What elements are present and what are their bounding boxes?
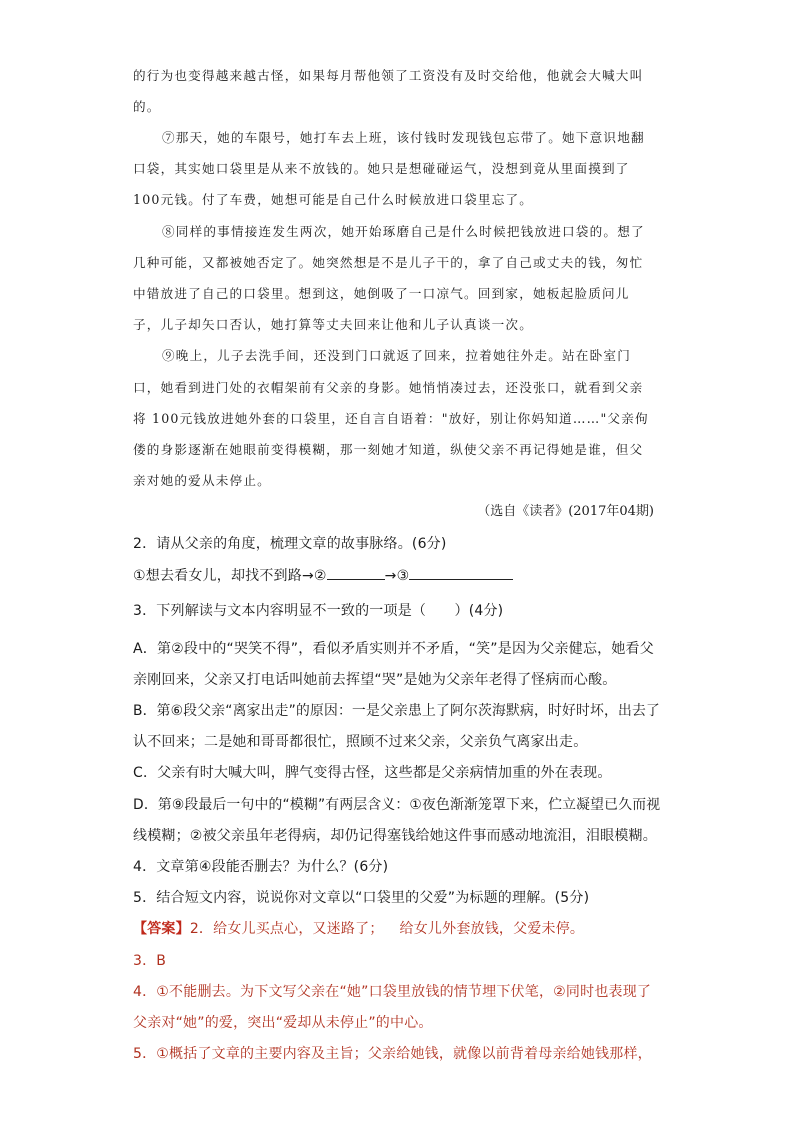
story-line-2: 的。 bbox=[133, 99, 161, 114]
answer-4-line-2: 父亲对“她”的爱，突出“爱却从未停止”的中心。 bbox=[133, 1015, 433, 1031]
answer-2 bbox=[133, 919, 584, 939]
question-3-option-a-line-2: 亲刚回来，父亲又打电话叫她前去挥望“哭”是她为父亲年老得了怪病而心酸。 bbox=[133, 672, 617, 688]
answer-5-line-1: 5．①概括了文章的主要内容及主旨；父亲给她钱，就像以前背着母亲给她钱那样， bbox=[133, 1046, 652, 1062]
story-paragraph-9-line-1: ⑨晚上，儿子去洗手间，还没到门口就返了回来，拉着她往外走。站在卧室门 bbox=[162, 348, 631, 363]
question-3-option-d-line-2: 线模糊；②被父亲虽年老得病，却仍记得塞钱给她这件事而感动地流泪，泪眼模糊。 bbox=[133, 828, 657, 844]
story-paragraph-9-line-4: 偻的身影逐渐在她眼前变得模糊，那一刻她才知道，纵使父亲不再记得她是谁，但父 bbox=[133, 442, 644, 457]
story-paragraph-7-line-3: 100元钱。付了车费，她想可能是自己什么时候放进口袋里忘了。 bbox=[133, 192, 534, 207]
story-line-1: 的行为也变得越来越古怪，如果每月帮他领了工资没有及时交给他，他就会大喊大叫 bbox=[133, 68, 644, 83]
question-2-flow bbox=[133, 565, 513, 586]
story-paragraph-9-line-5: 亲对她的爱从未停止。 bbox=[133, 473, 271, 488]
story-paragraph-7-line-2: 口袋，其实她口袋里是从来不放钱的。她只是想碰碰运气，没想到竟从里面摸到了 bbox=[133, 161, 630, 176]
story-paragraph-8-line-3: 中错放进了自己的口袋里。想到这，她倒吸了一口凉气。回到家，她板起脸质问儿 bbox=[133, 286, 630, 301]
answer-2-part-1: 2．给女儿买点心，又迷路了； bbox=[189, 921, 384, 937]
answer-3: 3．B bbox=[133, 953, 167, 969]
answer-4-line-1: 4．①不能删去。为下文写父亲在“她”口袋里放钱的情节埋下伏笔，②同时也表现了 bbox=[133, 984, 652, 1000]
question-2: 2．请从父亲的角度，梳理文章的故事脉络。(6分) bbox=[133, 536, 447, 552]
story-paragraph-7-line-1: ⑦那天，她的车限号，她打车去上班，该付钱时发现钱包忘带了。她下意识地翻 bbox=[162, 130, 645, 145]
answer-blank-3[interactable] bbox=[409, 565, 513, 580]
answer-blank-2[interactable] bbox=[327, 565, 385, 580]
story-source: （选自《读者》(2017年04期) bbox=[477, 504, 654, 519]
story-paragraph-8-line-2: 几种可能，又都被她否定了。她突然想是不是儿子干的，拿了自己或丈夫的钱，匆忙 bbox=[133, 255, 644, 270]
question-2-flow-arrow: →③ bbox=[384, 568, 410, 584]
question-3-option-d-line-1: D．第⑨段最后一句中的“模糊”有两层含义：①夜色渐渐笼罩下来，伫立凝望已久而视 bbox=[133, 797, 661, 813]
question-3-option-b-line-1: B．第⑥段父亲“离家出走”的原因：一是父亲患上了阿尔茨海默病，时好时坏，出去了 bbox=[133, 703, 660, 719]
question-3-option-c: C．父亲有时大喊大叫，脾气变得古怪，这些都是父亲病情加重的外在表现。 bbox=[133, 765, 612, 781]
answer-2-part-2: 给女儿外套放钱，父爱未停。 bbox=[399, 921, 585, 937]
question-3-option-b-line-2: 认不回来；二是她和哥哥都很忙，照顾不过来父亲，父亲负气离家出走。 bbox=[133, 734, 588, 750]
story-paragraph-9-line-2: 口，她看到进门处的衣帽架前有父亲的身影。她悄悄凑过去，还没张口，就看到父亲 bbox=[133, 380, 644, 395]
story-paragraph-8-line-4: 子，儿子却矢口否认，她打算等丈夫回来让他和儿子认真谈一次。 bbox=[133, 317, 534, 332]
question-3-option-a-line-1: A．第②段中的“哭笑不得”，看似矛盾实则并不矛盾，“笑”是因为父亲健忘，她看父 bbox=[133, 641, 654, 657]
question-2-flow-start: ①想去看女儿，却找不到路→② bbox=[133, 568, 327, 584]
answer-tag: 【答案】 bbox=[133, 921, 190, 937]
question-5: 5．结合短文内容，说说你对文章以“口袋里的父爱”为标题的理解。(5分) bbox=[133, 890, 590, 906]
story-paragraph-8-line-1: ⑧同样的事情接连发生两次，她开始琢磨自己是什么时候把钱放进口袋的。想了 bbox=[162, 224, 645, 239]
question-4: 4．文章第④段能否删去？为什么？(6分) bbox=[133, 859, 389, 875]
story-paragraph-9-line-3: 将 100元钱放进她外套的口袋里，还自言自语着："放好，别让你妈知道……"父亲佝 bbox=[133, 411, 649, 426]
question-3: 3．下列解读与文本内容明显不一致的一项是（ ）(4分) bbox=[133, 603, 504, 619]
